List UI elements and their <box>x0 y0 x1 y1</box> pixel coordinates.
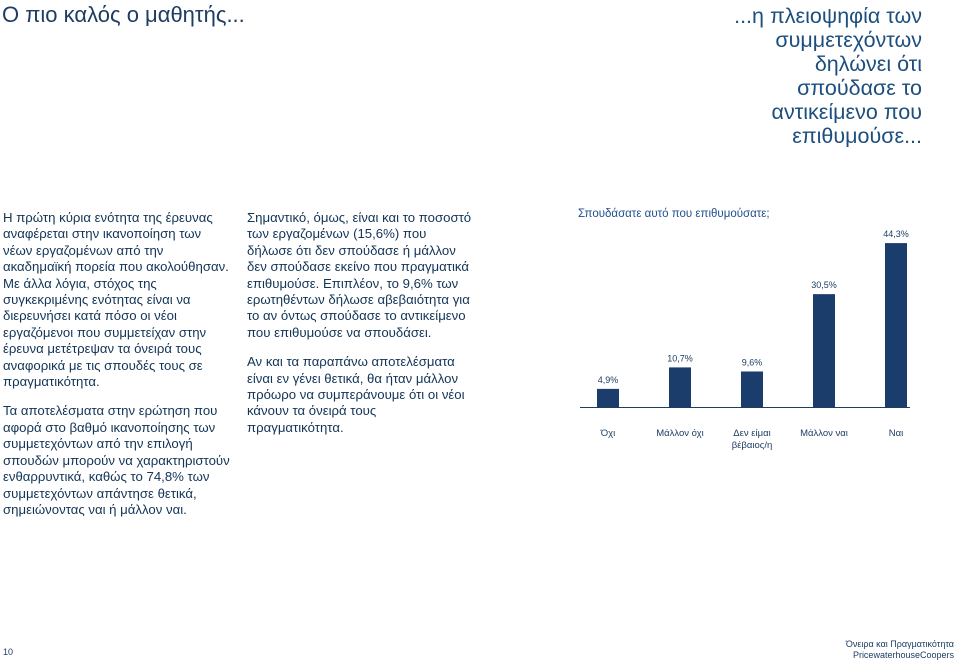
bar <box>741 371 763 407</box>
paragraph: Η πρώτη κύρια ενότητα της έρευνας αναφέρεται στην ικανοποίηση των νέων εργαζομένων από την ακαδημαϊκή πορεία που ακολούθησαν. Με άλλα λόγια, στόχος της συγκεκριμένης ενότητας είναι να διερευνήσει κατά πόσο οι νέοι εργαζόμενοι που συμμετείχαν στην έρευνα μετέτρεψαν τα όνειρά τους αναφορικά με τις σπουδές τους σε πραγματικότητα. <box>3 210 229 390</box>
page-number: 10 <box>3 647 14 657</box>
text-column-left <box>3 210 233 531</box>
category-label: Μάλλον ναι <box>800 428 848 439</box>
bar-value-label: 4,9% <box>597 374 619 385</box>
page-subtitle: ...η πλειοψηφία των συμμετεχόντων δηλώνει ότι σπούδασε το αντικείμενο που επιθυμούσε... <box>734 4 922 148</box>
bar <box>885 243 907 407</box>
paragraph: Τα αποτελέσματα στην ερώτηση που αφορά στο βαθμό ικανοποίησης των συμμετεχόντων από την επιλογή σπουδών μπορούν να χαρακτηριστούν ενθαρρυντικά, καθώς το 74,8% των συμμετεχόντων απάντησε θετικά, σημειώνοντας ναι ή μάλλον ναι. <box>3 403 230 517</box>
paragraph: Αν και τα παραπάνω αποτελέσματα είναι εν γένει θετικά, θα ήταν μάλλον πρόωρο να συμπεράνουμε ότι οι νέοι κάνουν τα όνειρά τους πραγματικότητα. <box>247 354 465 435</box>
category-label: Ναι <box>888 428 904 439</box>
category-label: Όχι <box>600 428 616 439</box>
bar-value-label: 10,7% <box>667 353 693 364</box>
publication-title: Όνειρα και Πραγματικότητα <box>845 639 954 649</box>
bar-value-label: 30,5% <box>811 280 837 291</box>
footer-credits <box>846 639 954 661</box>
bar-value-label: 9,6% <box>741 357 763 368</box>
chart-title: Σπουδάσατε αυτό που επιθυμούσατε; <box>578 208 770 220</box>
category-label: Μάλλον όχι <box>656 428 704 439</box>
bar <box>813 294 835 407</box>
category-label: Δεν είμαι βέβαιος/η <box>731 428 773 451</box>
page-title: Ο πιο καλός ο μαθητής... <box>2 2 245 27</box>
bar <box>597 389 619 407</box>
text-column-middle <box>247 210 472 449</box>
bar <box>669 367 691 407</box>
bar-chart <box>580 230 920 465</box>
bar-value-label: 44,3% <box>883 230 909 240</box>
company-name: PricewaterhouseCoopers <box>852 650 954 660</box>
paragraph: Σημαντικό, όμως, είναι και το ποσοστό των εργαζομένων (15,6%) που δήλωσε ότι δεν σπούδασε ή μάλλον δεν σπούδασε εκείνο που πραγματικά επιθυμούσε. Επιπλέον, το 9,6% των ερωτηθέντων δήλωσε αβεβαιότητα για το αν όντως σπούδασε το αντικείμενο που επιθυμούσε να σπουδάσει. <box>247 210 472 340</box>
